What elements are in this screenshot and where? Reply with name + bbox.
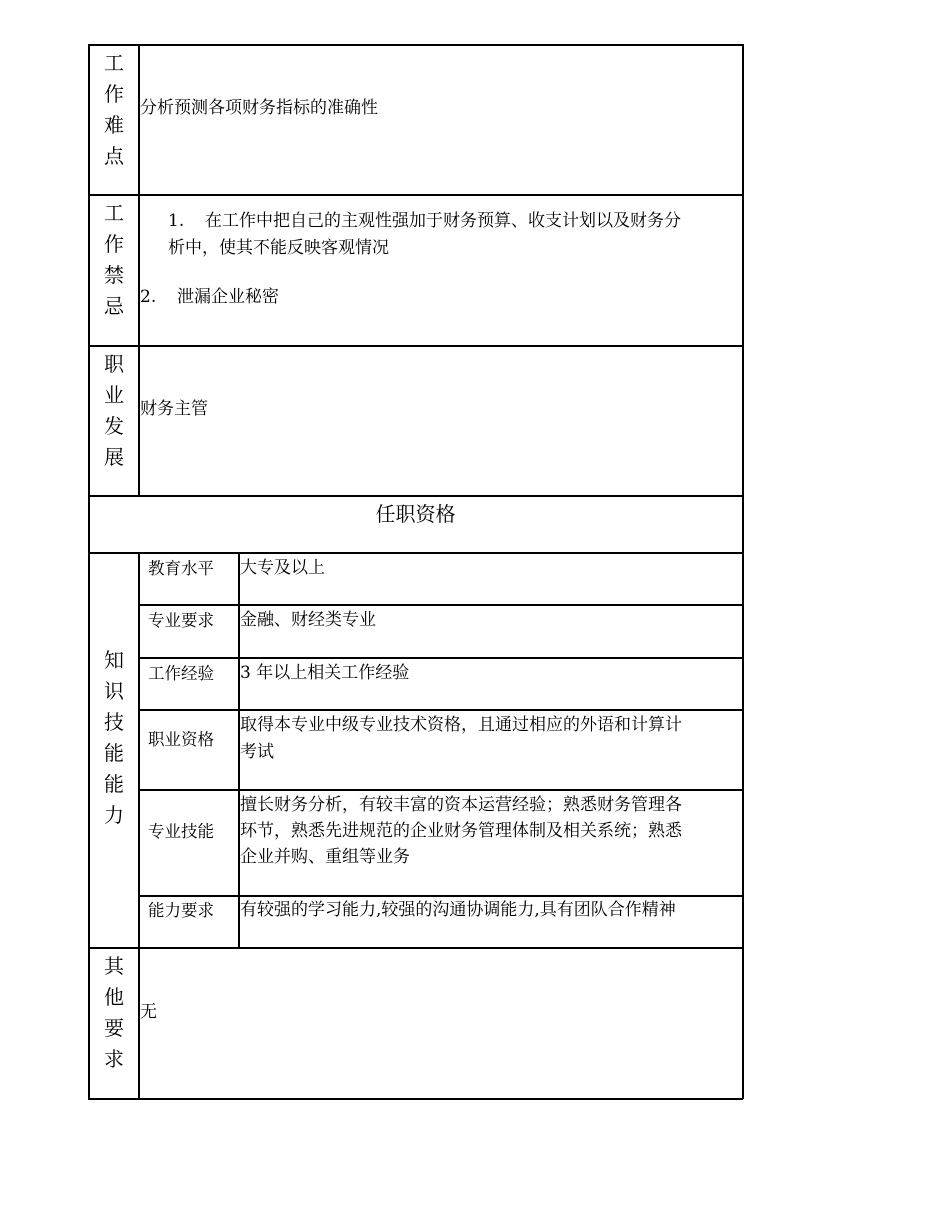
professional-skills-value-continued: 企业并购、重组等业务	[240, 847, 410, 867]
divider	[139, 657, 743, 659]
other-requirements-content: 无	[140, 1002, 157, 1022]
divider	[88, 552, 743, 554]
professional-qualification-value-continued: 考试	[240, 742, 274, 762]
divider	[139, 709, 743, 711]
major-requirement-label: 专业要求	[148, 611, 214, 630]
education-level-label: 教育水平	[148, 559, 214, 578]
taboo-item-1-text-continued: 析中，使其不能反映客观情况	[168, 238, 389, 258]
work-taboos-label: 工 作 禁 忌	[104, 201, 124, 318]
qualification-section-title: 任职资格	[375, 502, 456, 526]
other-requirements-label: 其 他 要 求	[104, 954, 124, 1071]
work-experience-value: 3 年以上相关工作经验	[240, 663, 410, 683]
table-border-top	[88, 44, 743, 46]
knowledge-skills-label: 知 识 技 能 能 力	[104, 648, 124, 827]
divider	[88, 345, 743, 347]
career-development-label: 职 业 发 展	[104, 352, 124, 469]
divider	[88, 194, 743, 196]
professional-skills-label: 专业技能	[148, 822, 214, 841]
divider	[88, 947, 743, 949]
ability-requirement-label: 能力要求	[148, 901, 214, 920]
divider	[139, 789, 743, 791]
work-experience-label: 工作经验	[148, 664, 214, 683]
table-border-bottom	[88, 1098, 743, 1100]
professional-skills-value: 擅长财务分析，有较丰富的资本运营经验；熟悉财务管理各	[240, 795, 682, 815]
major-requirement-value: 金融、财经类专业	[240, 610, 376, 630]
professional-qualification-label: 职业资格	[148, 730, 214, 749]
taboo-item-2-text: 泄漏企业秘密	[177, 287, 279, 307]
divider	[139, 604, 743, 606]
professional-qualification-value: 取得本专业中级专业技术资格，且通过相应的外语和计算计	[240, 715, 682, 735]
taboo-item-1-text: 在工作中把自己的主观性强加于财务预算、收支计划以及财务分	[205, 211, 681, 231]
taboo-item-1-number: 1.	[168, 211, 185, 231]
taboo-item-2-number: 2.	[140, 287, 157, 307]
career-development-content: 财务主管	[140, 399, 208, 419]
work-difficulty-label: 工 作 难 点	[104, 51, 124, 168]
work-difficulty-content: 分析预测各项财务指标的准确性	[140, 98, 378, 118]
ability-requirement-value: 有较强的学习能力,较强的沟通协调能力,具有团队合作精神	[240, 900, 676, 920]
professional-skills-value-continued: 环节，熟悉先进规范的企业财务管理体制及相关系统；熟悉	[240, 821, 682, 841]
table-border-right	[742, 44, 744, 1099]
divider	[88, 495, 743, 497]
education-level-value: 大专及以上	[240, 558, 325, 578]
